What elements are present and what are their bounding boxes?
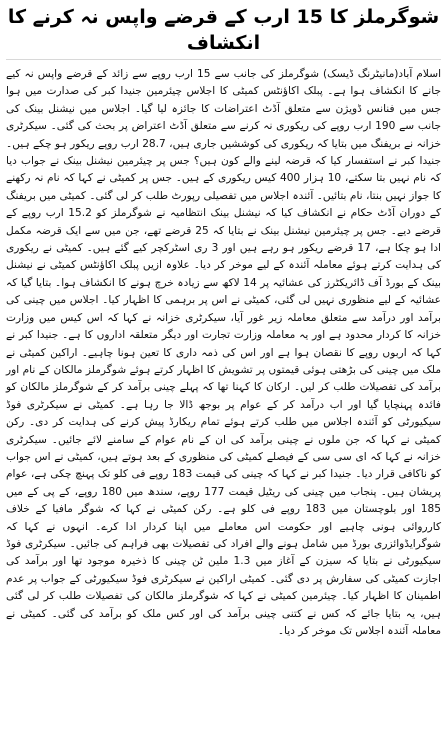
article-paragraph: اسلام آباد(مانیٹرنگ ڈیسک) شوگرملز کی جانب سے 15 ارب روپے سے زائد کے قرضے واپس نہ کیے جانے کا انکشاف ہوا ہے۔ پبلک اکاؤنٹس کمیٹی کا اجلاس چیئرمین جنیدا کبر کی صدارت میں ہوا جس میں فنانس ڈویژن سے متعلق آڈٹ اعتراضات کا جائزہ لیا گیا۔ اجلاس میں نیشنل بینک کی جانب سے 190 ارب روپے کی ریکوری نہ کرنے سے متعلق آڈٹ اعتراض پر بحث کی گئی۔ سیکرٹری خزانہ نے بریفنگ میں بتایا کہ ریکوری کی کوششیں جاری ہیں، 28.7 ارب روپے ریکور ہو چکے ہیں۔ جنیدا کبر نے استفسار کیا کہ قرضہ لینے والے کون ہیں؟ جس پر چیئرمین نیشنل بینک نے جواب دیا کہ نام نہیں بتا سکتے، 10 ہزار 400 کیس ریکوری کے ہیں۔ جس پر کمیٹی نے کہا کہ نام نہ رکھنے کا جواز نہیں بنتا، نام بتائیں۔ آئندہ اجلاس میں تفصیلی رپورٹ طلب کر لی گئی۔ کمیٹی میں بریفنگ کے دوران آڈٹ حکام نے انکشاف کیا کہ نیشنل بینک انتظامیہ نے شوگرملز کو 15.2 ارب روپے کے قرضے دیے۔ جس پر چیئرمین نیشنل بینک نے بتایا کہ 25 قرضے تھے، جن میں سے ایک قرضہ مکمل ادا ہو چکا ہے، 17 قرضے ریکور ہو رہے ہیں اور 3 ری اسٹرکچر کیے گئے ہیں۔ کمیٹی نے ریکوری کی ہدایت کرتے ہوئے معاملہ آئندہ کے لیے موخر کر دیا۔ علاوہ ازیں پبلک اکاؤنٹس کمیٹی نے نیشنل بینک کے بورڈ آف ڈائریکٹرز کی عشائیہ پر 14 لاکھ سے زیادہ خرچ ہونے کا انکشاف ہوا۔ بتایا گیا کہ عشائیہ کے لیے منظوری نہیں لی گئی، کمیٹی نے اس پر برہمی کا اظہار کیا۔ اجلاس میں چینی کی برآمد اور درآمد سے متعلق معاملہ زیر غور آیا، سیکرٹری خزانہ نے کہا کہ اس کیس میں وزارت خزانہ کا کردار محدود ہے اور یہ معاملہ وزارت تجارت اور دیگر متعلقہ اداروں کا ہے۔ جنیدا کبر نے کہا کہ اربوں روپے کا نقصان ہوا ہے اور اس کی ذمہ داری کا تعین ہونا چاہیے۔ اراکین کمیٹی نے ملک میں چینی کی بڑھتی ہوئی قیمتوں پر تشویش کا اظہار کرتے ہوئے شوگرملز مالکان کے نام اور برآمد کی تفصیلات طلب کر لیں۔ ارکان کا کہنا تھا کہ پہلے چینی برآمد کر کے شوگرملز مالکان کو فائدہ پہنچایا گیا اور اب درآمد کر کے عوام پر بوجھ ڈالا جا رہا ہے۔ کمیٹی نے سیکرٹری فوڈ سیکیورٹی کو آئندہ اجلاس میں طلب کرتے ہوئے تمام ریکارڈ پیش کرنے کی ہدایت کر دی۔ رکن کمیٹی نے کہا کہ جن ملوں نے چینی برآمد کی ان کے نام عوام کے سامنے لائے جائیں۔ سیکرٹری خزانہ نے کہا کہ ای سی سی کے فیصلے کمیٹی کی منظوری کے بعد ہوتے ہیں، کمیٹی نے اس جواب کو ناکافی قرار دیا۔ جنیدا کبر نے کہا کہ چینی کی قیمت 183 روپے فی کلو تک پہنچ چکی ہے، عوام پریشان ہیں۔ پنجاب میں چینی کی ریٹیل قیمت 177 روپے، سندھ میں 180 روپے، کے پی کے میں 185 اور بلوچستان میں 183 روپے فی کلو ہے۔ رکن کمیٹی نے کہا کہ شوگر مافیا کے خلاف کارروائی ہونی چاہیے اور حکومت اس معاملے میں اپنا کردار ادا کرے۔ انہوں نے کہا کہ شوگرایڈوائزری بورڈ میں شامل ہونے والے افراد کی تفصیلات بھی فراہم کی جائیں۔ سیکرٹری فوڈ سیکیورٹی نے بتایا کہ سیزن کے آغاز میں 1.3 ملین ٹن چینی کا ذخیرہ موجود تھا اور برآمد کی اجازت کمیٹی کی سفارش پر دی گئی۔ کمیٹی اراکین نے سیکرٹری فوڈ سیکیورٹی کے جواب پر عدم اطمینان کا اظہار کیا۔ چیئرمین کمیٹی نے کہا کہ شوگرملز مالکان کی تفصیلات طلب کر لی گئی ہیں، یہ بتایا جائے کہ کس نے کتنی چینی برآمد کی اور کس ملک کو برآمد کی گئی۔ کمیٹی نے معاملہ آئندہ اجلاس تک موخر کر دیا۔ xyxy=(6,68,442,637)
article-headline: شوگرملز کا 15 ارب کے قرضے واپس نہ کرنے کا انکشاف xyxy=(6,4,441,60)
article-body xyxy=(6,66,441,640)
